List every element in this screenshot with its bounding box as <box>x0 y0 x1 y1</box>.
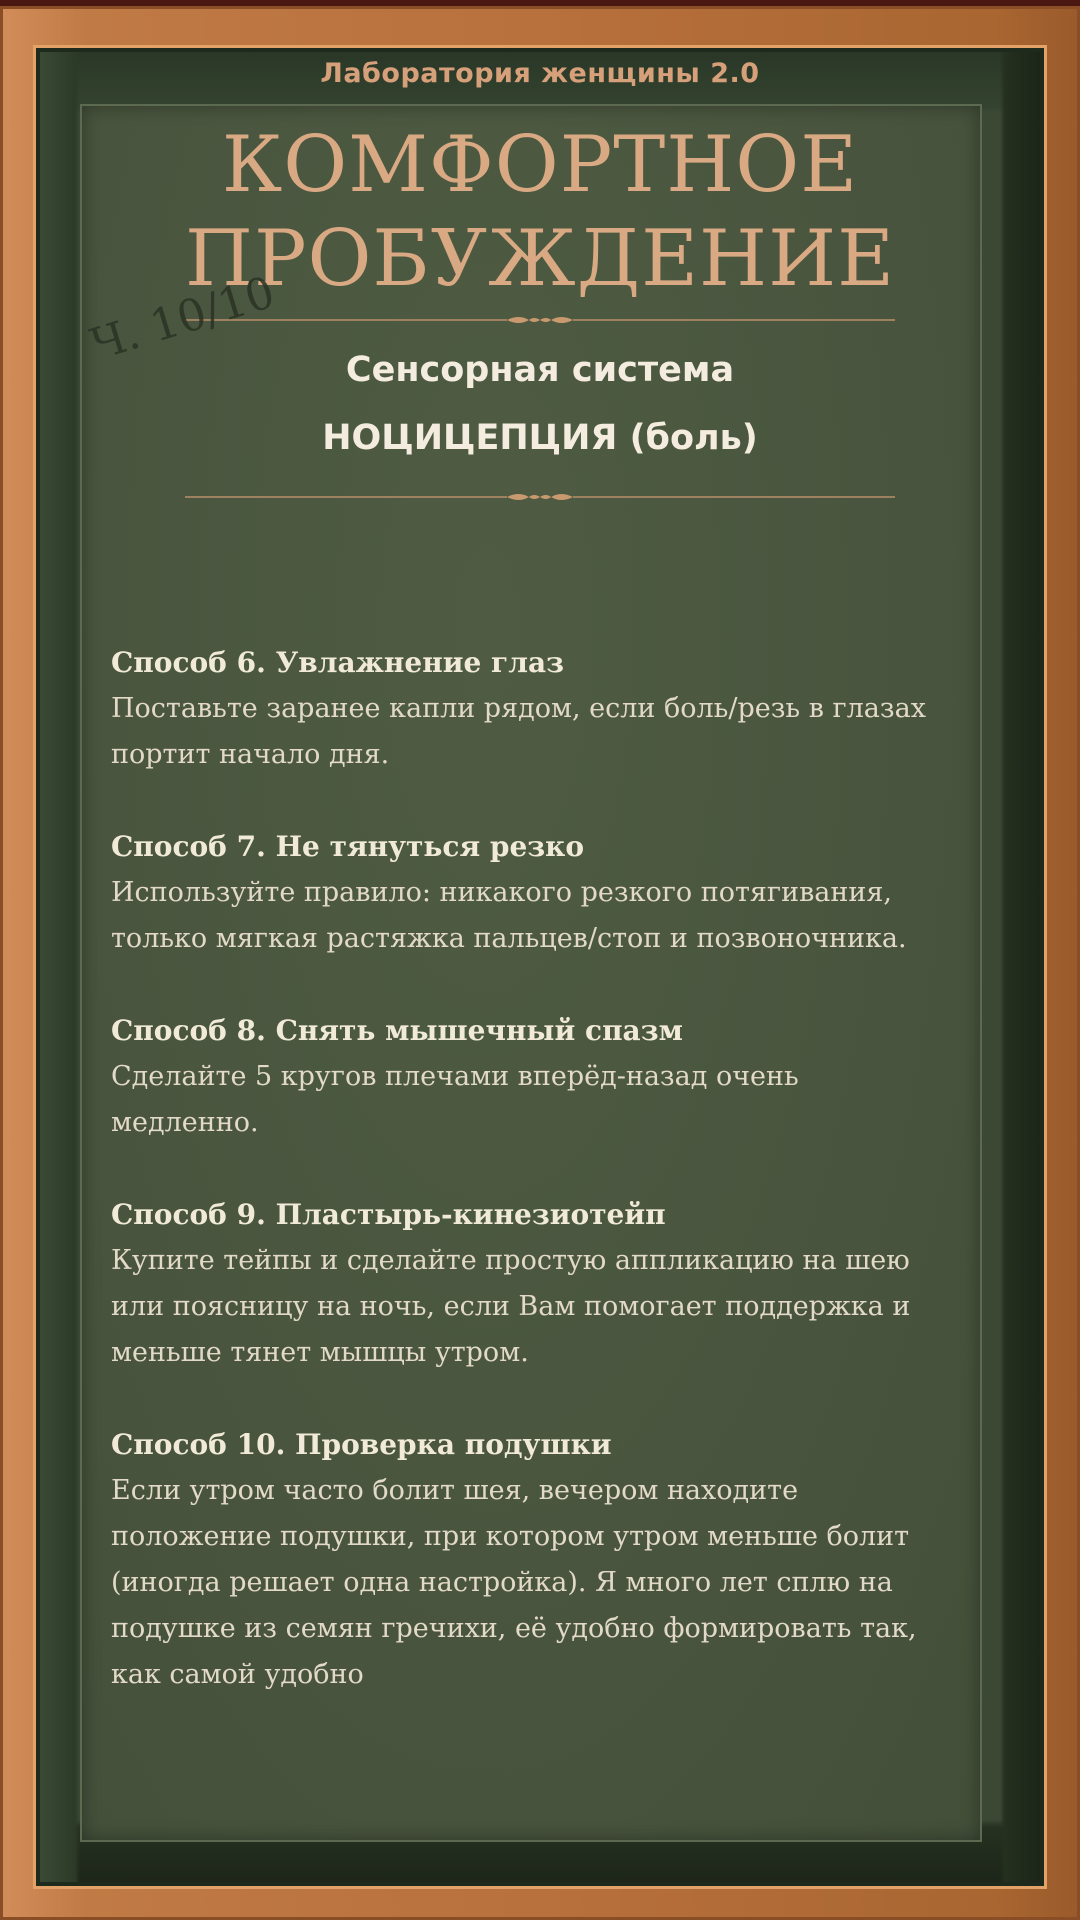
ornament-divider-bottom <box>185 490 895 504</box>
part-number: Ч. 10/10 <box>85 266 281 371</box>
method-title: Способ 8. Снять мышечный спазм <box>111 1014 683 1047</box>
page-title <box>0 118 1080 306</box>
method-title: Способ 7. Не тянуться резко <box>111 830 585 863</box>
method-item <box>111 824 941 962</box>
title-line-1: КОМФОРТНОЕ <box>221 120 859 210</box>
subtitle-system: Сенсорная система <box>345 350 735 390</box>
method-text: Если утром часто болит шея, вечером находите положение подушки, при котором утром меньше болит (иногда решает одна настройка). Я много лет сплю на подушке из семян гречихи, её удобно формировать так, как самой удобно <box>111 1475 917 1690</box>
method-text: Поставьте заранее капли рядом, если боль/резь в глазах портит начало дня. <box>111 693 926 770</box>
title-line-2: ПРОБУЖДЕНИЕ <box>184 214 896 304</box>
method-text: Используйте правило: никакого резкого потягивания, только мягкая растяжка пальцев/стоп и позвоночника. <box>111 877 907 954</box>
method-text: Сделайте 5 кругов плечами вперёд-назад очень медленно. <box>111 1061 799 1138</box>
method-text: Купите тейпы и сделайте простую аппликацию на шею или поясницу на ночь, если Вам помогает поддержка и меньше тянет мышцы утром. <box>111 1245 911 1368</box>
method-title: Способ 10. Проверка подушки <box>111 1428 612 1461</box>
method-item <box>111 1008 941 1146</box>
method-item <box>111 640 941 778</box>
methods-list <box>111 640 941 1744</box>
brand-label: Лаборатория женщины 2.0 <box>320 58 760 89</box>
method-title: Способ 9. Пластырь-кинезиотейп <box>111 1198 666 1231</box>
subtitle-topic: НОЦИЦЕПЦИЯ (боль) <box>322 418 758 458</box>
method-title: Способ 6. Увлажнение глаз <box>111 646 564 679</box>
ornament-divider-top <box>185 313 895 327</box>
method-item <box>111 1422 941 1698</box>
method-item <box>111 1192 941 1376</box>
